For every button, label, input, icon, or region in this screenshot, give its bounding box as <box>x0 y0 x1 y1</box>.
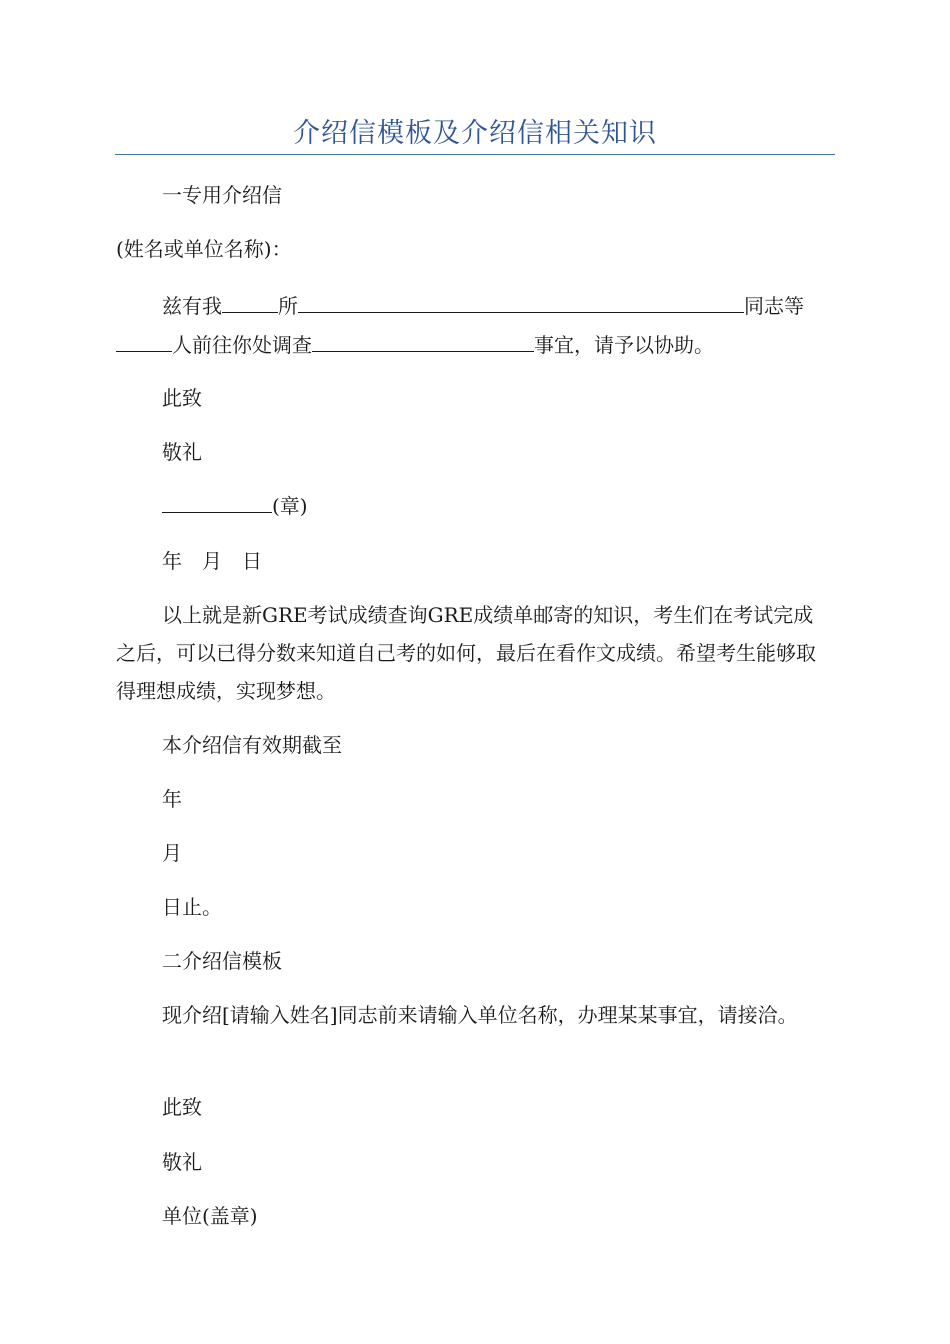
blank-name <box>298 294 744 313</box>
body-text-e: 事宜，请予以协助。 <box>534 333 714 357</box>
unit-seal: 单位(盖章) <box>162 1204 258 1228</box>
section2-closing-2: 敬礼 <box>162 1150 202 1174</box>
validity-year: 年 <box>162 787 182 811</box>
info-paragraph: 以上就是新GRE考试成绩查询GRE成绩单邮寄的知识，考生们在考试完成之后，可以已得分数来知道自己考的如何，最后在看作文成绩。希望考生能够取得理想成绩，实现梦想。 <box>116 603 816 703</box>
section2-closing-1: 此致 <box>162 1095 202 1119</box>
validity-day: 日止。 <box>162 895 222 919</box>
body-text-a: 兹有我 <box>162 294 222 318</box>
validity-month: 月 <box>162 841 182 865</box>
seal-text: (章) <box>272 494 308 518</box>
closing-2: 敬礼 <box>162 440 202 464</box>
blank-unit <box>222 294 278 313</box>
body-line-1 <box>162 287 804 325</box>
section2-heading: 二介绍信模板 <box>162 949 282 973</box>
salutation: (姓名或单位名称)： <box>116 237 292 261</box>
date-line: 年 月 日 <box>162 549 262 573</box>
body-text-d: 人前往你处调查 <box>172 333 312 357</box>
section2-body: 现介绍[请输入姓名]同志前来请输入单位名称，办理某某事宜，请接洽。 <box>162 1003 798 1027</box>
body-text-b: 所 <box>278 294 298 318</box>
body-text-c: 同志等 <box>744 294 804 318</box>
blank-seal <box>162 494 272 513</box>
seal-line <box>162 487 308 525</box>
validity-line: 本介绍信有效期截至 <box>162 733 342 757</box>
blank-count <box>116 333 172 352</box>
body-line-2 <box>116 326 714 364</box>
title-underline <box>115 154 835 155</box>
closing-1: 此致 <box>162 386 202 410</box>
section1-heading: 一专用介绍信 <box>162 183 282 207</box>
page-title: 介绍信模板及介绍信相关知识 <box>293 118 657 149</box>
blank-matter <box>312 333 534 352</box>
